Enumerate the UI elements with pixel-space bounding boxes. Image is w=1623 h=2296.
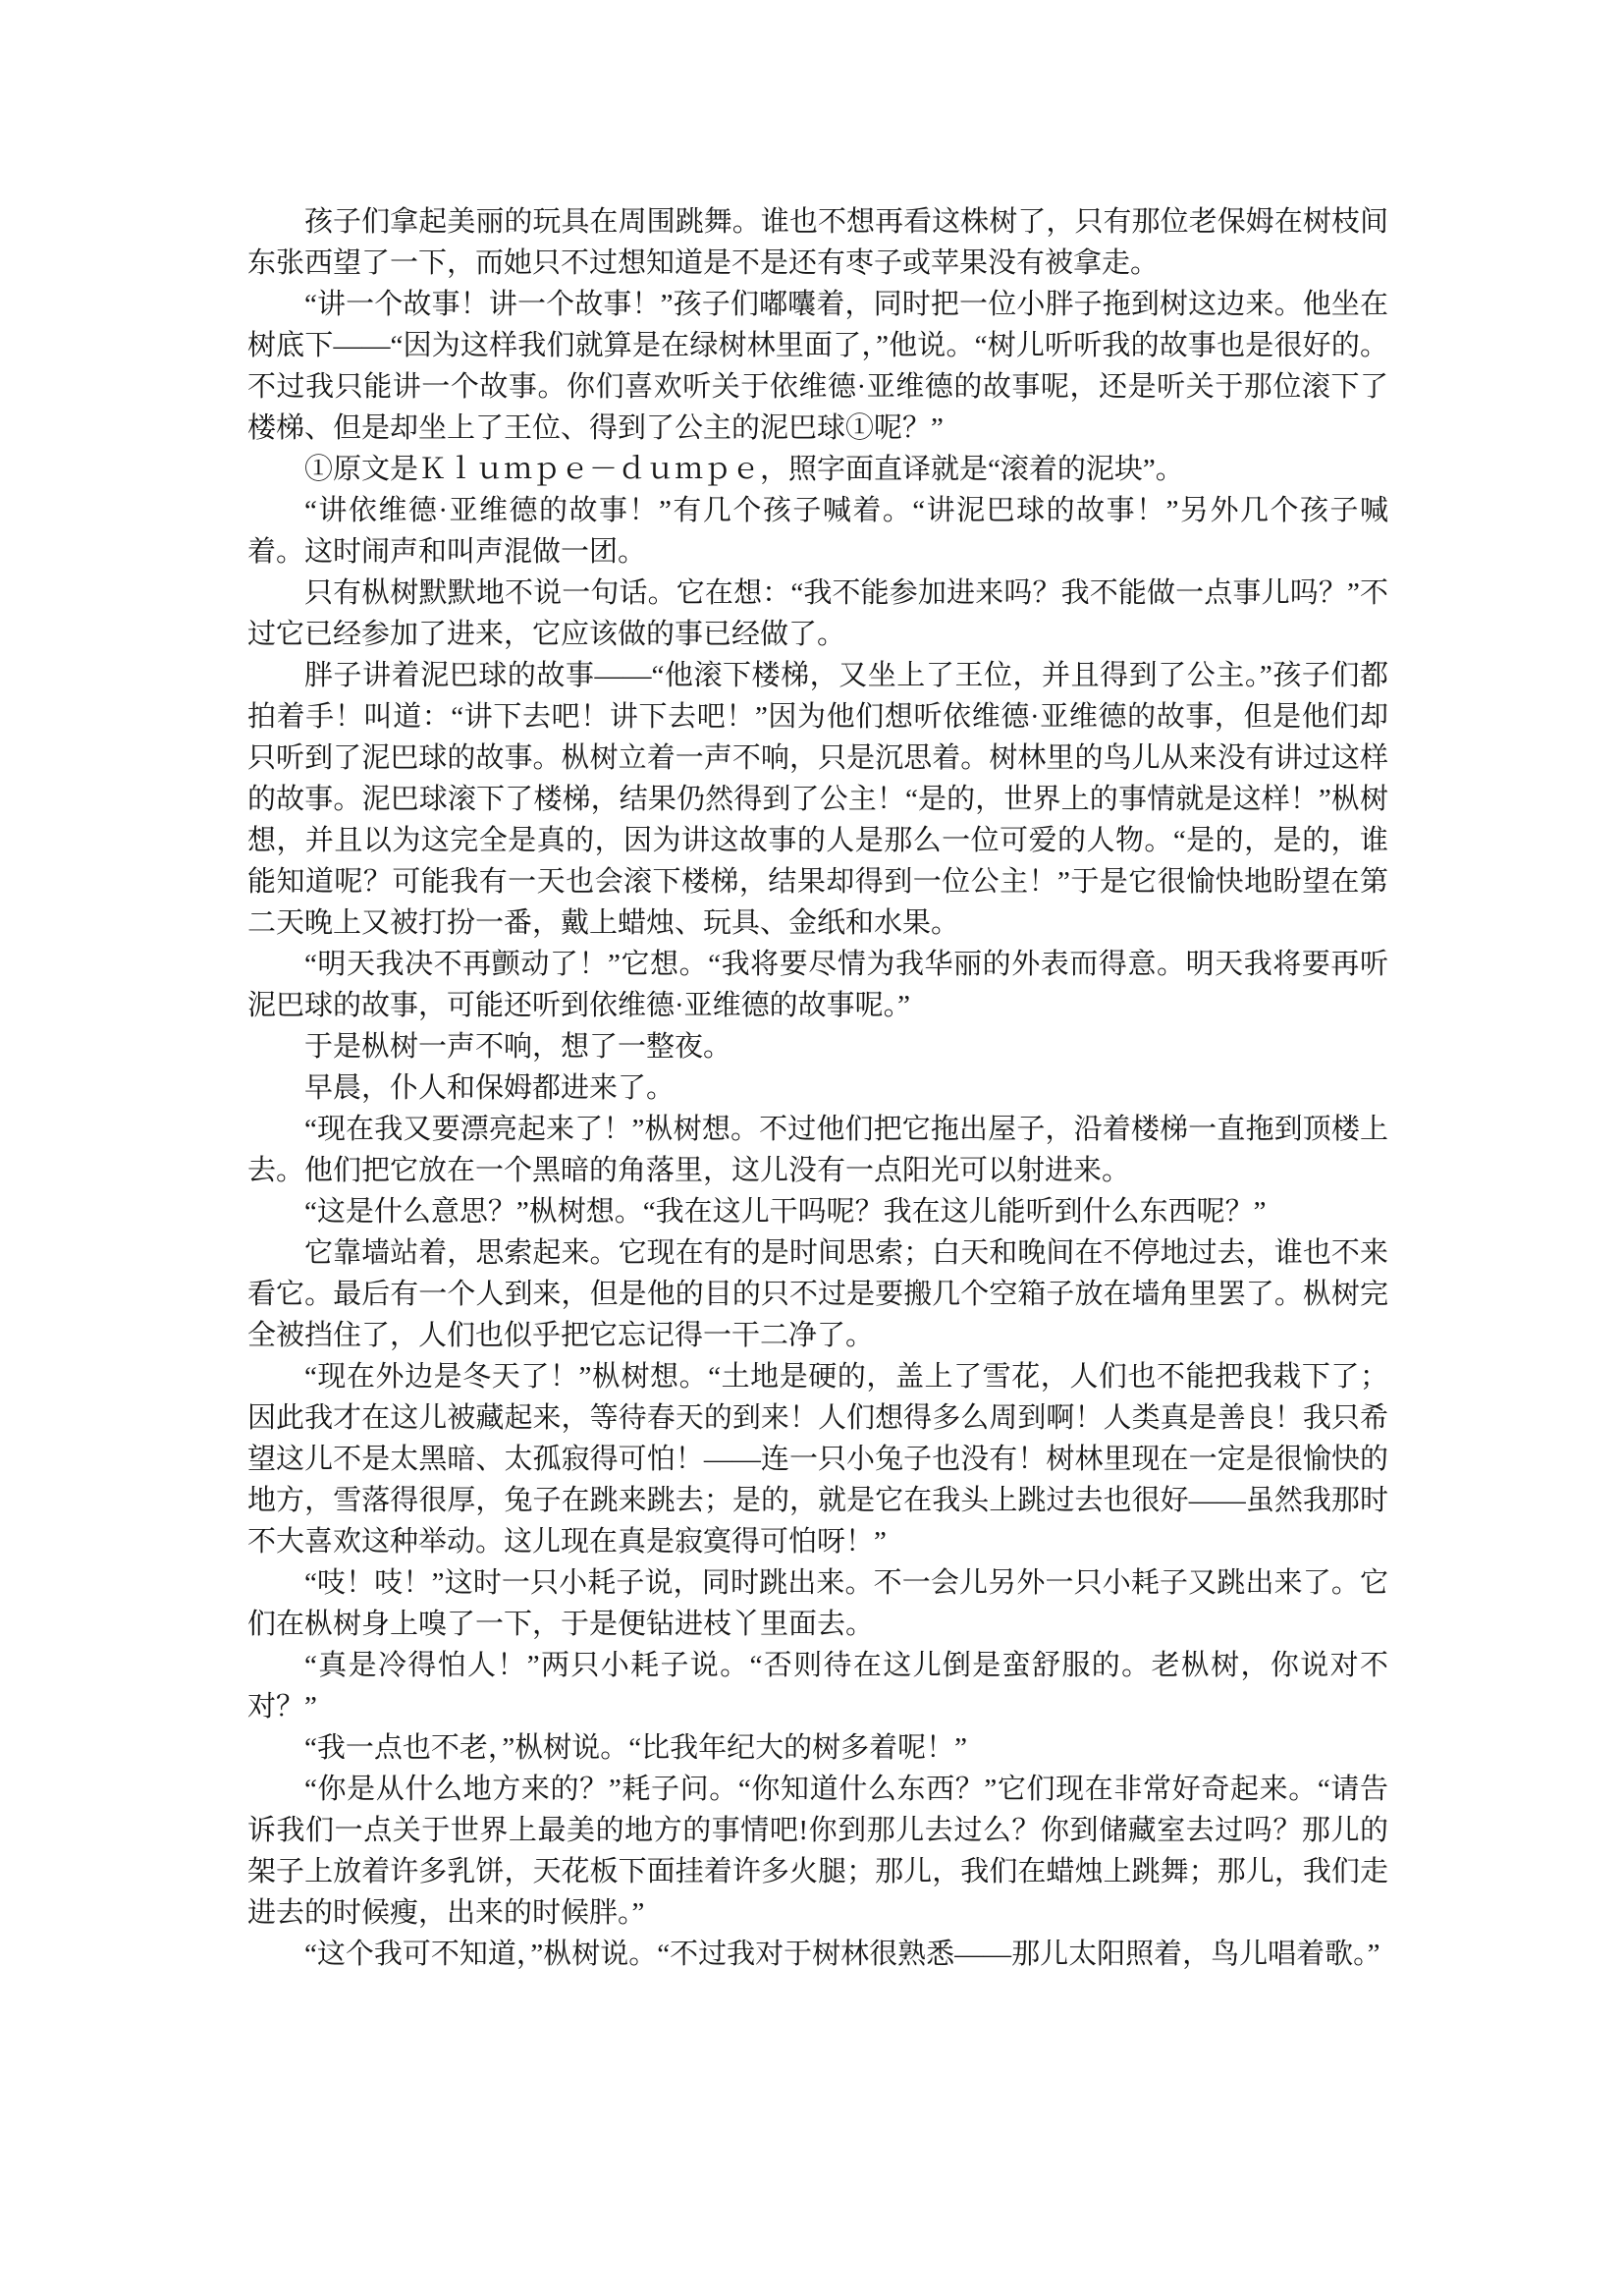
- paragraph-9: 早晨，仆人和保姆都进来了。: [304, 1072, 676, 1104]
- paragraph-14: “吱！吱！”这时一只小耗子说，同时跳出来。不一会儿另外一只小耗子又跳出来了。它们在枞树身上嗅了一下，于是便钻进枝丫里面去。: [247, 1567, 1388, 1640]
- paragraph-17: “你是从什么地方来的？”耗子问。“你知道什么东西？”它们现在非常好奇起来。“请告诉我们一点关于世界上最美的地方的事情吧!你到那儿去过么？你到储藏室去过吗？那儿的架子上放着许多乳饼，天花板下面挂着许多火腿；那儿，我们在蜡烛上跳舞；那儿，我们走进去的时候瘦，出来的时候胖。”: [247, 1774, 1388, 1929]
- paragraph-13: “现在外边是冬天了！”枞树想。“土地是硬的，盖上了雪花，人们也不能把我栽下了；因此我才在这儿被藏起来，等待春天的到来！人们想得多么周到啊！人类真是善良！我只希望这儿不是太黑暗、太孤寂得可怕！——连一只小兔子也没有！树林里现在一定是很愉快的地方，雪落得很厚，兔子在跳来跳去；是的，就是它在我头上跳过去也很好——虽然我那时不大喜欢这种举动。这儿现在真是寂寞得可怕呀！”: [247, 1361, 1388, 1558]
- paragraph-15: “真是冷得怕人！”两只小耗子说。“否则待在这儿倒是蛮舒服的。老枞树，你说对不对？”: [247, 1650, 1388, 1722]
- paragraph-11: “这是什么意思？”枞树想。“我在这儿干吗呢？我在这儿能听到什么东西呢？”: [304, 1196, 1267, 1228]
- paragraph-7: “明天我决不再颤动了！”它想。“我将要尽情为我华丽的外表而得意。明天我将要再听泥巴球的故事，可能还听到依维德·亚维德的故事呢。”: [247, 949, 1388, 1021]
- paragraph-8: 于是枞树一声不响，想了一整夜。: [304, 1031, 732, 1063]
- story-text-block: [247, 201, 1388, 1975]
- paragraph-12: 它靠墙站着，思索起来。它现在有的是时间思索；白天和晚间在不停地过去，谁也不来看它。最后有一个人到来，但是他的目的只不过是要搬几个空箱子放在墙角里罢了。枞树完全被挡住了，人们也似乎把它忘记得一干二净了。: [247, 1237, 1388, 1351]
- paragraph-2: “讲一个故事！讲一个故事！”孩子们嘟囔着，同时把一位小胖子拖到树这边来。他坐在树底下——“因为这样我们就算是在绿树林里面了，”他说。“树儿听听我的故事也是很好的。不过我只能讲一个故事。你们喜欢听关于依维德·亚维德的故事呢，还是听关于那位滚下了楼梯、但是却坐上了王位、得到了公主的泥巴球①呢？”: [247, 289, 1388, 444]
- paragraph-10: “现在我又要漂亮起来了！”枞树想。不过他们把它拖出屋子，沿着楼梯一直拖到顶楼上去。他们把它放在一个黑暗的角落里，这儿没有一点阳光可以射进来。: [247, 1114, 1388, 1186]
- paragraph-3: ①原文是Ｋｌｕｍｐｅ－ｄｕｍｐｅ，照字面直译就是“滚着的泥块”。: [304, 454, 1184, 485]
- paragraph-5: 只有枞树默默地不说一句话。它在想：“我不能参加进来吗？我不能做一点事儿吗？”不过它已经参加了进来，它应该做的事已经做了。: [247, 577, 1388, 650]
- paragraph-1: 孩子们拿起美丽的玩具在周围跳舞。谁也不想再看这株树了，只有那位老保姆在树枝间东张西望了一下，而她只不过想知道是不是还有枣子或苹果没有被拿走。: [247, 206, 1388, 279]
- paragraph-4: “讲依维德·亚维德的故事！”有几个孩子喊着。“讲泥巴球的故事！”另外几个孩子喊着。这时闹声和叫声混做一团。: [247, 495, 1388, 568]
- paragraph-16: “我一点也不老，”枞树说。“比我年纪大的树多着呢！”: [304, 1732, 967, 1764]
- paragraph-18: “这个我可不知道，”枞树说。“不过我对于树林很熟悉——那儿太阳照着，鸟儿唱着歌。”: [304, 1939, 1380, 1970]
- paragraph-6: 胖子讲着泥巴球的故事——“他滚下楼梯，又坐上了王位，并且得到了公主。”孩子们都拍着手！叫道：“讲下去吧！讲下去吧！”因为他们想听依维德·亚维德的故事，但是他们却只听到了泥巴球的故事。枞树立着一声不响，只是沉思着。树林里的鸟儿从来没有讲过这样的故事。泥巴球滚下了楼梯，结果仍然得到了公主！“是的，世界上的事情就是这样！”枞树想，并且以为这完全是真的，因为讲这故事的人是那么一位可爱的人物。“是的，是的，谁能知道呢？可能我有一天也会滚下楼梯，结果却得到一位公主！”于是它很愉快地盼望在第二天晚上又被打扮一番，戴上蜡烛、玩具、金纸和水果。: [247, 660, 1388, 939]
